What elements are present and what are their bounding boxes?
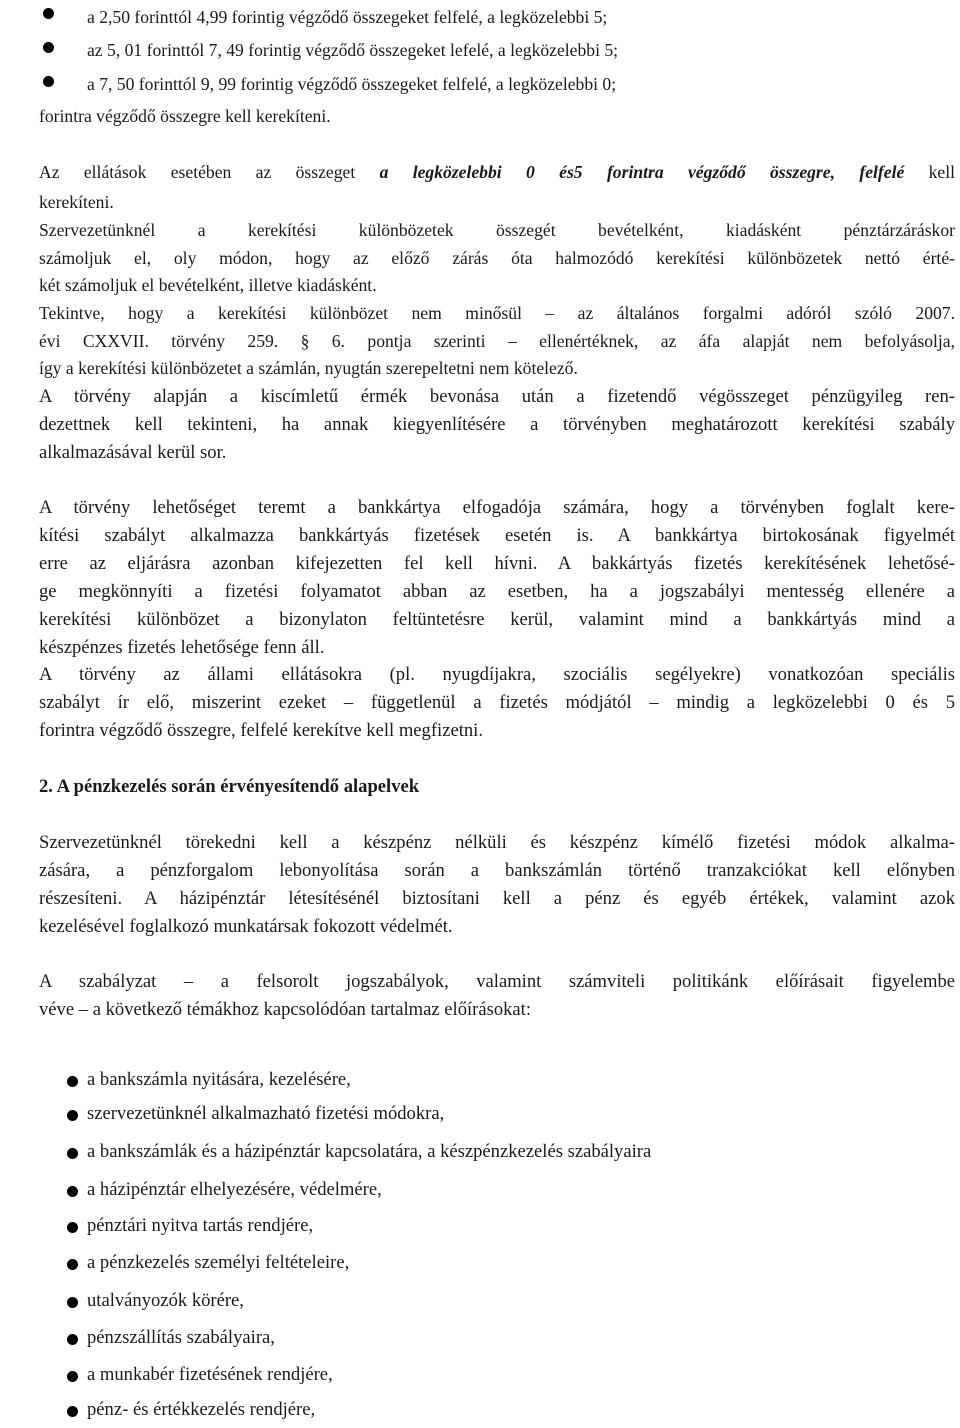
paragraph-bankkartya-line: erre az eljárásra azonban kifejezetten fel kell hívni. A bakkártyás fizetés kerekítésének lehetősé-	[39, 553, 955, 574]
bullet-item: a 2,50 forinttól 4,99 forintig végződő összegeket felfelé, a legközelebbi 5;	[87, 7, 608, 27]
paragraph-torveny-line: dezettnek kell tekinteni, ha annak kiegyenlítésére a törvényben meghatározott kerekítési szabály	[39, 414, 955, 435]
topic-list-item: a pénzkezelés személyi feltételeire,	[87, 1252, 350, 1273]
paragraph-tekintve-line: Tekintve, hogy a kerekítési különbözet nem minősül – az általános forgalmi adóról szóló 2007.	[39, 303, 955, 323]
bullet-icon	[67, 1110, 78, 1121]
bullet-icon	[67, 1222, 78, 1233]
paragraph-ellatasok-line	[39, 159, 955, 186]
paragraph-bankkartya-line: kítési szabályt alkalmazza bankkártyás fizetések esetén is. A bankkártya birtokosának figyelmét	[39, 525, 955, 546]
topic-list-item: a bankszámlák és a házipénztár kapcsolatára, a készpénzkezelés szabályaira	[87, 1141, 652, 1162]
bullet-continuation: forintra végződő összegre kell kerekíteni.	[39, 106, 331, 126]
topic-list-item: pénz- és értékkezelés rendjére,	[87, 1399, 316, 1420]
paragraph-szervezet-line: Szervezetünknél a kerekítési különbözetek összegét bevételként, kiadásként pénztárzáráskor	[39, 220, 955, 240]
paragraph-torekedni-line: Szervezetünknél törekedni kell a készpénz nélküli és készpénz kímélő fizetési módok alkalma-	[39, 832, 955, 853]
bullet-icon	[67, 1371, 78, 1382]
paragraph-szabalyzat-line: A szabályzat – a felsorolt jogszabályok, valamint számviteli politikánk előírásait figyelembe	[39, 971, 955, 992]
paragraph-bankkartya-line: kerekítési különbözet a bizonylaton feltüntetésre kerül, valamint mind a bankkártyás mind a	[39, 609, 955, 630]
bullet-icon	[67, 1148, 78, 1159]
bullet-icon	[67, 1334, 78, 1345]
topic-list-item: a bankszámla nyitására, kezelésére,	[87, 1069, 351, 1090]
paragraph-bankkartya-line: készpénzes fizetés lehetősége fenn áll.	[39, 637, 325, 658]
paragraph-ellatasok-line: kerekíteni.	[39, 192, 114, 212]
bullet-icon	[67, 1297, 78, 1308]
paragraph-allami-line: szabályt ír elő, miszerint ezeket – függetlenül a fizetés módjától – mindig a legközelebbi 0 és 5	[39, 692, 955, 713]
emphasis-text: a legközelebbi 0 és5 forintra végződő összegre, felfelé	[379, 162, 905, 182]
paragraph-text: kell	[904, 162, 955, 182]
bullet-icon	[43, 42, 54, 53]
bullet-icon	[67, 1186, 78, 1197]
paragraph-bankkartya-line: A törvény lehetőséget teremt a bankkártya elfogadója számára, hogy a törvényben foglalt kere-	[39, 497, 955, 518]
bullet-icon	[67, 1259, 78, 1270]
bullet-icon	[43, 76, 54, 87]
topic-list-item: a házipénztár elhelyezésére, védelmére,	[87, 1179, 382, 1200]
paragraph-szervezet-line: két számoljuk el bevételként, illetve kiadásként.	[39, 275, 377, 295]
bullet-icon	[67, 1406, 78, 1417]
section-heading: 2. A pénzkezelés során érvényesítendő alapelvek	[39, 776, 420, 797]
paragraph-szabalyzat-line: véve – a következő témákhoz kapcsolódóan tartalmaz előírásokat:	[39, 999, 532, 1020]
paragraph-torekedni-line: zására, a pénzforgalom lebonyolítása során a bankszámlán történő tranzakciókat kell előnyben	[39, 860, 955, 881]
paragraph-allami-line: A törvény az állami ellátásokra (pl. nyugdíjakra, szociális segélyekre) vonatkozóan speciális	[39, 664, 955, 685]
paragraph-torveny-line: A törvény alapján a kiscímletű érmék bevonása után a fizetendő végösszeget pénzügyileg ren-	[39, 386, 955, 407]
topic-list-item: utalványozók körére,	[87, 1290, 244, 1311]
paragraph-text: Az ellátások esetében az összeget	[39, 162, 380, 182]
topic-list-item: pénztári nyitva tartás rendjére,	[87, 1215, 314, 1236]
paragraph-allami-line: forintra végződő összegre, felfelé kerekítve kell megfizetni.	[39, 720, 483, 741]
paragraph-torveny-line: alkalmazásával kerül sor.	[39, 442, 227, 463]
topic-list-item: pénzszállítás szabályaira,	[87, 1327, 275, 1348]
bullet-item: a 7, 50 forinttól 9, 99 forintig végződő összegeket felfelé, a legközelebbi 0;	[87, 74, 617, 94]
bullet-item: az 5, 01 forinttól 7, 49 forintig végződő összegeket lefelé, a legközelebbi 5;	[87, 40, 619, 60]
topic-list-item: a munkabér fizetésének rendjére,	[87, 1364, 333, 1385]
paragraph-tekintve-line: így a kerekítési különbözetet a számlán, nyugtán szerepeltetni nem kötelező.	[39, 358, 578, 378]
bullet-icon	[67, 1076, 78, 1087]
paragraph-torekedni-line: kezelésével foglalkozó munkatársak fokozott védelmét.	[39, 916, 453, 937]
paragraph-bankkartya-line: ge megkönnyíti a fizetési folyamatot abban az esetben, ha a jogszabályi mentesség ellenére a	[39, 581, 955, 602]
paragraph-torekedni-line: részesíteni. A házipénztár létesítésénél biztosítani kell a pénz és egyéb értékek, valamint azok	[39, 888, 955, 909]
topic-list-item: szervezetünknél alkalmazható fizetési módokra,	[87, 1103, 445, 1124]
paragraph-tekintve-line: évi CXXVII. törvény 259. § 6. pontja szerinti – ellenértéknek, az áfa alapját nem befolyásolja,	[39, 331, 955, 351]
paragraph-szervezet-line: számoljuk el, oly módon, hogy az előző zárás óta halmozódó kerekítési különbözetek nettó érté-	[39, 248, 955, 268]
bullet-icon	[43, 8, 54, 19]
